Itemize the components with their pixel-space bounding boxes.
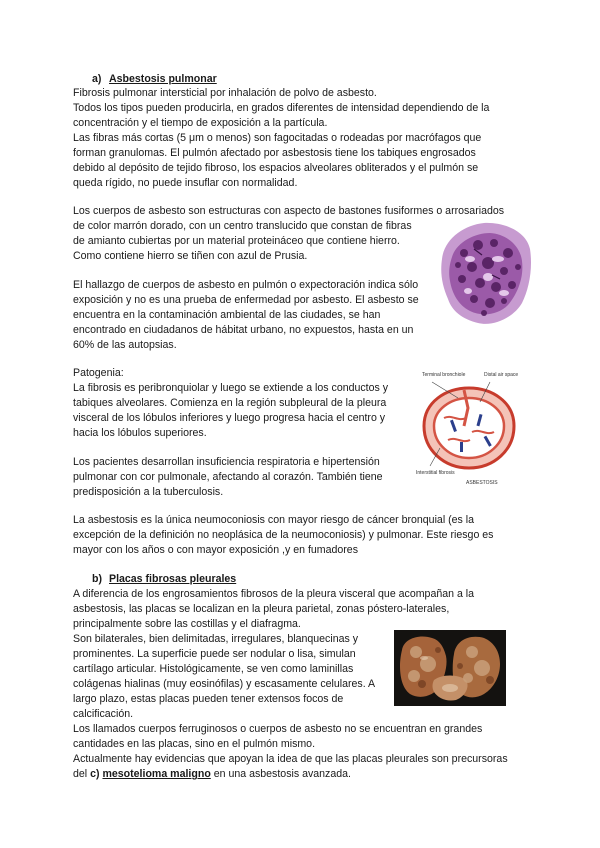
patogenia-heading: Patogenia: [73,367,124,379]
finding-line: 60% de las autopsias. [73,339,177,351]
plaques-desc-line: largo plazo, estas placas pueden tener extensos focos de [73,693,344,705]
plaques-intro-line: A diferencia de los engrosamientos fibrosos de la pleura visceral que acompañan a la [73,588,475,600]
plaques-desc-line: Son bilaterales, bien delimitadas, irregulares, blanquecinas y [73,633,359,645]
histology-micrograph [434,219,534,329]
risk-line: La asbestosis es la única neumoconiosis con mayor riesgo de cáncer bronquial (es la [73,514,475,526]
intro-line: Todos los tipos pueden producirla, en grados diferentes de intensidad dependiendo de la [73,102,490,114]
plaques-desc-line: colágenas hialinas (muy eosinófilas) y escasamente celulares. A [73,678,376,690]
closing-last-post: en una asbestosis avanzada. [210,768,351,780]
patogenia-line: tabiques alveolares. Comienza en la región subpleural de la pleura [73,397,387,409]
intro-line: forman granulomas. El pulmón afectado por asbestosis tiene los tabiques engrosados [73,147,476,159]
diagram-caption: ASBESTOSIS [466,480,498,486]
section-c-marker: c) [90,768,100,780]
mesotelioma-term: mesotelioma maligno [102,768,211,780]
plaques-desc-line: calcificación. [73,708,134,720]
diagram-label-terminal: Terminal bronchiole [422,372,466,378]
intro-line: concentración y el tiempo de exposición a la partícula. [73,117,328,129]
closing-last-pre: del [73,768,91,780]
patients-line: pulmonar con cor pulmonale, afectando al corazón. También tiene [73,471,383,483]
patients-line: predisposición a la tuberculosis. [73,486,224,498]
plaques-desc-line: prominentes. La superficie puede ser nodular o lisa, simulan [73,648,356,660]
closing-last-line [73,767,351,782]
finding-line: encuentra en la contaminación ambiental de las ciudades, se han [73,309,381,321]
section-b-title: Placas fibrosas pleurales [109,573,237,585]
section-b-marker: b) [92,573,102,585]
diagram-label-fibrosis: Interstitial fibrosis [416,470,455,476]
intro-line: debido al depósito de tejido fibroso, los espacios alveolares obliterados y el pulmón se [73,162,479,174]
intro-line: queda rígido, no puede insuflar con normalidad. [73,177,298,189]
section-a-marker: a) [92,73,102,85]
risk-line: excepción de la definición no neoplásica de la neumoconiosis) y pulmonar. Este riesgo es [73,529,494,541]
patogenia-line: visceral de los lóbulos inferiores y luego progresa hacia el centro y [73,412,386,424]
plaques-intro-line: principalmente sobre las costillas y el diafragma. [73,618,301,630]
asbestosis-diagram [414,368,524,488]
bodies-line: Los cuerpos de asbesto son estructuras con aspecto de bastones fusiformes o arrosariados [73,205,505,217]
finding-line: encontrado en ciudadanos de hábitat urbano, no expuestos, hasta en un [73,324,414,336]
pleural-plaques-photo [394,630,506,706]
plaques-desc-line: cartílago articular. Histológicamente, se ven como laminillas [73,663,354,675]
risk-line: mayor con los años o con mayor exposición ,y en fumadores [73,544,358,556]
section-a-title: Asbestosis pulmonar [109,73,217,85]
patogenia-line: La fibrosis es peribronquiolar y luego se extiende a los conductos y [73,382,389,394]
bodies-line: de color marrón dorado, con un centro translucido que constan de fibras [73,220,412,232]
bodies-line: de amianto cubiertas por un material proteináceo que contiene hierro. [73,235,400,247]
diagram-label-distal: Distal air space [484,372,519,378]
bodies-line: Como contiene hierro se tiñen con azul de Prusia. [73,250,308,262]
closing-line: Actualmente hay evidencias que apoyan la idea de que las placas pleurales son precursoras [73,753,508,765]
patogenia-line: hacia los lóbulos superiores. [73,427,207,439]
finding-line: exposición y no es una prueba de enfermedad por asbesto. El asbesto se [73,294,419,306]
patients-line: Los pacientes desarrollan insuficiencia respiratoria e hipertensión [73,456,380,468]
intro-line: Fibrosis pulmonar intersticial por inhalación de polvo de asbesto. [73,87,377,99]
closing-line: cantidades en las placas, sino en el pulmón mismo. [73,738,316,750]
plaques-intro-line: asbestosis, las placas se localizan en la pleura parietal, zonas póstero-laterales, [73,603,450,615]
closing-line: Los llamados cuerpos ferruginosos o cuerpos de asbesto no se encuentran en grandes [73,723,483,735]
intro-line: Las fibras más cortas (5 μm o menos) son fagocitadas o rodeadas por macrófagos que [73,132,482,144]
finding-line: El hallazgo de cuerpos de asbesto en pulmón o expectoración indica sólo [73,279,419,291]
